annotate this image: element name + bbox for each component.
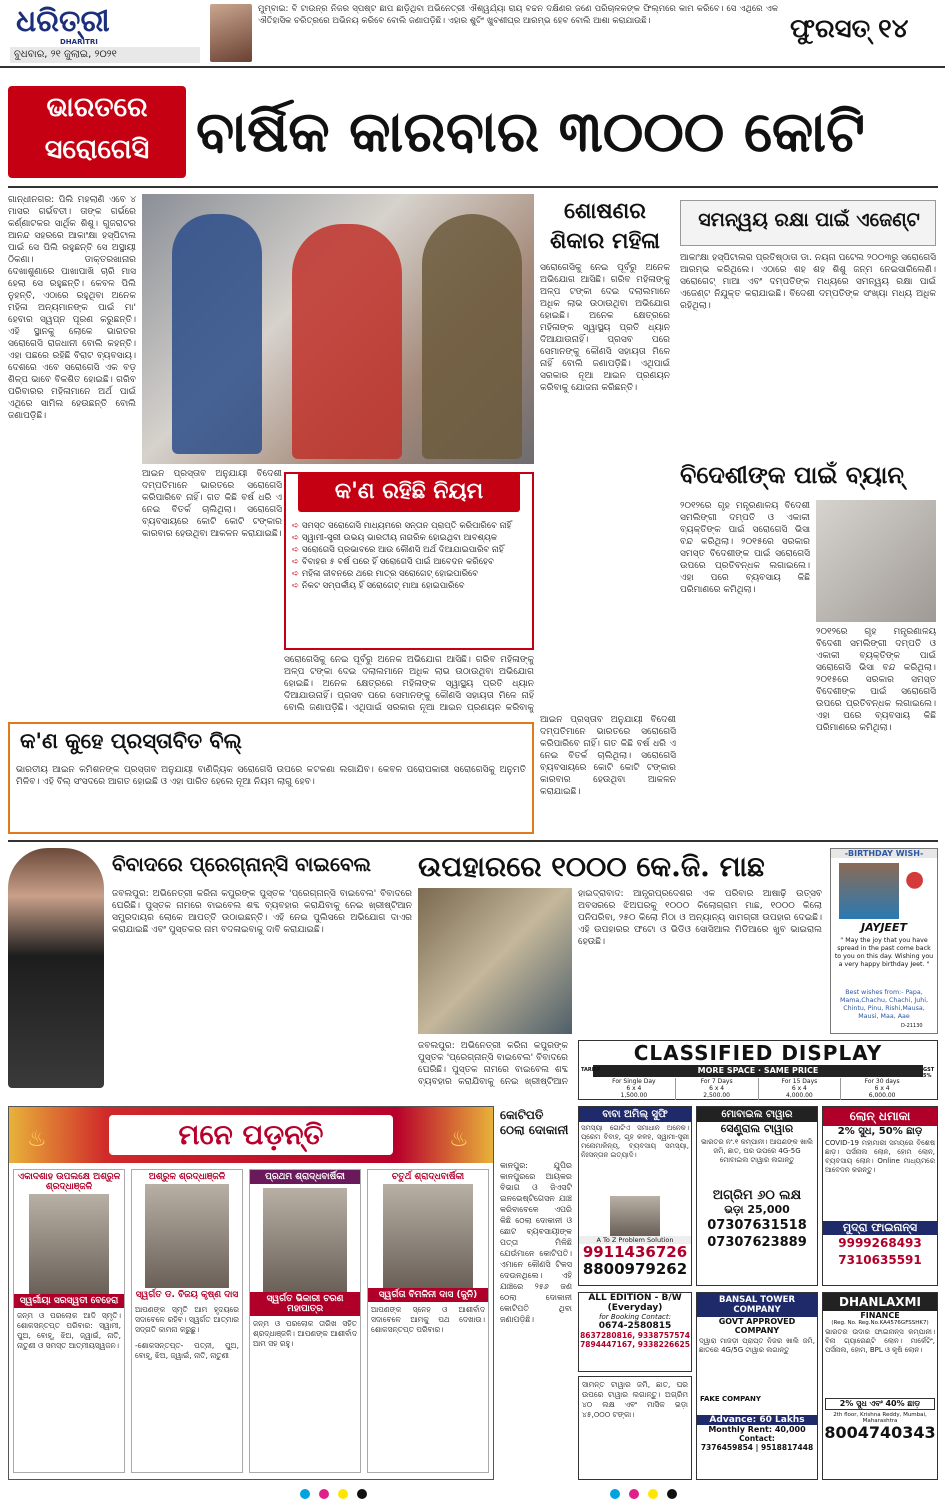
main-headline: ବାର୍ଷିକ କାରବାର ୩୦୦୦ କୋଟି [196, 99, 865, 165]
fish-article-continued: ଜବଲପୁର: ଅଭିନେତ୍ରୀ କରିନା କପୁରଙ୍କ ପୁସ୍ତକ 'ପ୍ରେଗ୍ନାନ୍ସି ବାଇବେଲ' ବିବାଦରେ ଘେରିଛି। ପୁସ୍ତକ ନାମରେ ବାଇବେଲ ଶବ୍ଦ ବ୍ୟବହାର କରାଯିବାକୁ ନେଇ ଖ୍ରୀଷ୍ଟିଆନ [418, 1041, 568, 1087]
tariff-price: 4,000.00 [786, 1092, 813, 1099]
baba-badge: A To Z Problem Solution [579, 1236, 691, 1244]
teaser-text: ମୁମ୍ବାଇ: ବି ଟାଉନ୍‌ର ନିଜର ସ୍ପଷ୍ଟ ଛାପ ଛାଡ଼ିଥିବା ଅଭିନେତ୍ରୀ ଐଶ୍ୱର୍ଯ୍ୟା ରାୟ ବଚ୍ଚନ ଦକ୍ଷିଣର ଜଣେ ପରିଚାଳକଙ୍କ ଫିଲ୍ମରେ କାମ କରିବେ। ସେ ଏଥିରେ ଏକ ଐତିହାସିକ ଚରିତ୍ରରେ ଅଭିନୟ କରିବେ ବୋଲି ଜଣାପଡ଼ିଛି। ଏହାର ଶୁଟିଂ ଖୁବଶୀଘ୍ର ଆରମ୍ଭ ହେବ ବୋଲି ଆଶା କରାଯାଉଛି। [258, 4, 778, 26]
tariff-col [841, 1078, 923, 1100]
obituary-heading: ଚତୁର୍ଥ ଶ୍ରାଦ୍ଧବାର୍ଷିକୀ [391, 1172, 465, 1182]
tariff-col [759, 1078, 842, 1100]
issue-date: ବୁଧବାର, ୨୧ ଜୁଲାଇ, ୨୦୨୧ [10, 47, 200, 63]
bansal-rent: Monthly Rent: 40,000 [708, 1425, 806, 1434]
tariff-col-head: For 30 days [864, 1078, 900, 1085]
agent-article: ଆକାଂକ୍ଷା ହସ୍ପିଟାଲର ପ୍ରତିଷ୍ଠାତା ଡା. ନୟନା ପଟେଲ ୨୦୦୩ରୁ ସରୋଗେସି ଆରମ୍ଭ କରିଥିଲେ। ଏଠାରେ ଶହ ଶହ ଶିଶୁ ଜନ୍ମ ନେଇସାରିଲେଣି। ସରୋଗେଟ୍ ମାଆ ଏବଂ ଦମ୍ପତିଙ୍କ ମଧ୍ୟରେ ସମନ୍ୱୟ ରକ୍ଷା ପାଇଁ ଏଜେଣ୍ଟ ନିଯୁକ୍ତ କରାଯାଇଛି। ବିଦେଶୀ ଦମ୍ପତିଙ୍କ ସଂଖ୍ୟା ମଧ୍ୟ ଅଧିକ ରହିଥିଲା। [680, 253, 936, 311]
tariff-col [676, 1078, 759, 1100]
dhanlaxmi-ad[interactable] [822, 1292, 938, 1480]
baba-phone-2[interactable]: 8800979262 [582, 1260, 688, 1278]
tariff-col [593, 1078, 676, 1100]
mane-banner [9, 1107, 493, 1163]
dhanlaxmi-title: DHANLAXMI [823, 1293, 937, 1311]
agent-headline: ସମନ୍ୱୟ ରକ୍ଷା ପାଇଁ ଏଜେଣ୍ଟ [698, 209, 920, 231]
tariff-col-head: For 7 Days [700, 1078, 733, 1085]
rule-item: ➪ ସମସ୍ତ ସରୋଗେସି ମାଧ୍ୟମରେ ସନ୍ତାନ ପ୍ରାପ୍ତି କରିପାରିବେ ନାହିଁ [292, 521, 512, 531]
obituary-card [249, 1169, 361, 1473]
rule-item: ➪ ସରୋଗେସି ପ୍ରଭାବରେ ଆଉ କୌଣସି ଅର୍ଥ ଦିଆଯାଇପାରିବ ନାହିଁ [292, 545, 504, 555]
dhanlaxmi-rate: 2% ସୁଧ ଏବଂ 40% ଛାଡ଼ [825, 1398, 935, 1410]
tower-advance: ଅଗ୍ରିମ ୬୦ ଲକ୍ଷ [712, 1188, 802, 1203]
classified-display [578, 1040, 938, 1100]
edition-phone-1[interactable]: 0674-2580815 [598, 1321, 672, 1331]
bansal-title: BANSAL TOWER COMPANY [697, 1293, 817, 1317]
birthday-code: D-21130 [901, 1023, 923, 1029]
obituary-card [131, 1169, 243, 1473]
crorepati-article: କାନପୁର: ଯୁପିର କାନପୁରରେ ଆୟକର ବିଭାଗ ଓ ଜିଏସଟି ଇନଭେଷ୍ଟିଗେସନ ଯାଞ୍ଚ କରିବାବେଳେ ଏପରି କିଛି ଠେଲା ଦୋକାନୀ ଓ ଛୋଟ ବ୍ୟବସାୟୀଙ୍କ ପତ୍ତା ମିଳିଛି ଯେଉଁମାନେ କୋଟିପତି। ଏମାନେ କୌଣସି ଟିକସ ଦେଉନଥିଲେ। ଏହି ଯାଞ୍ଚରେ ୨୫୬ ଜଣ ଠେଲା ଦୋକାନୀ କୋଟିପତି ଥିବା ଜଣାପଡ଼ିଛି। [500, 1161, 572, 1324]
birthday-name: JAYJEET [861, 921, 907, 934]
tower-title: ମୋବାଇଲ ଟାୱାର [697, 1107, 817, 1122]
rule-item: ➪ ମହିଳା ଜୀବନରେ ଥରେ ମାତ୍ର ସରୋଗେଟ୍ ହୋଇପାରିବେ [292, 569, 479, 579]
tower-ad[interactable] [696, 1106, 818, 1286]
rule-text: ନିକଟ ସମ୍ପର୍କୀୟ ହିଁ ସରୋଗେଟ୍ ମାଆ ହୋଇପାରିବେ [301, 581, 465, 591]
rules-title: କ'ଣ ରହିଛି ନିୟମ [334, 478, 484, 504]
bansal-advance: Advance: 60 Lakhs [697, 1415, 817, 1425]
tower-rent: ଭଡ଼ା 25,000 [724, 1203, 790, 1216]
rules-box [284, 472, 534, 650]
obituary-heading: ଏକାଦଶାହ ଉପଲକ୍ଷେ ଅଶ୍ରୁଳ ଶ୍ରଦ୍ଧାଞ୍ଜଳି [17, 1172, 121, 1192]
classified-title: CLASSIFIED DISPLAY [633, 1041, 883, 1065]
edition-contact-label: for Booking Contact: [599, 1313, 671, 1321]
obituary-photo [145, 1184, 229, 1288]
headline-rule [8, 186, 938, 188]
tariff-size: 6 x 4 [626, 1085, 642, 1092]
bansal-fake: FAKE COMPANY [700, 1395, 761, 1403]
birthday-photo [839, 863, 899, 919]
dhanlaxmi-text: ଭାରତର ଉଦାର ଫାଇନାନ୍ସ କମ୍ପାନୀ। ବିନା ଗ୍ୟାରେଣ୍ଟି ଲୋନ। ମାର୍କେଟିଂ, ପର୍ସନାଲ, ହୋମ, BPL ଓ କୃଷି ଲୋନ। [825, 1328, 935, 1354]
birthday-message: " May the joy that you have spread in the past come back to you on this day. Wishing you a very happy birthday Jeet. " [834, 937, 934, 968]
tariff-size: 6 x 4 [874, 1085, 890, 1092]
page-number: ୧୪ [878, 14, 909, 44]
bansal-contact: Contact: [739, 1434, 775, 1443]
diya-icon: ♨ [27, 1127, 47, 1152]
kareena-headline: ବିବାଦରେ ପ୍ରେଗ୍ନାନ୍ସି ବାଇବେଲ [112, 852, 372, 876]
loan-company: ମୁଦ୍ରା ଫାଇନାନ୍ସ [823, 1221, 937, 1235]
obituary-text: ଆପଣଙ୍କ ସ୍ମୃତି ଆମ ହୃଦୟରେ ସଦାବେଳେ ରହିବ। ସ୍ୱର୍ଗତ ଆତ୍ମାର ସଦ୍‌ଗତି କାମନା କରୁଛୁ। [135, 1305, 239, 1334]
baba-title: ବାବା ଅମିଲ୍ ସୁଫି [579, 1107, 691, 1122]
mid-article-text: ଆଇନ ପ୍ରସ୍ତାବ ଅନୁଯାୟୀ ବିଦେଶୀ ଦମ୍ପତିମାନେ ଭାରତରେ ସରୋଗେସି କରିପାରିବେ ନାହିଁ। ଗତ କିଛି ବର୍ଷ ଧରି ଏ ନେଇ ବିତର୍କ ଚାଲିଥିଲା। ସରୋଗେସି ବ୍ୟବସାୟରେ କୋଟି କୋଟି ଟଙ୍କାର କାରବାର ହେଉଥିବା ଆକଳନ କରାଯାଇଛି। [540, 715, 676, 797]
side-article-1: ସରୋଗେସିକୁ ନେଇ ପୂର୍ବରୁ ଅନେକ ଅଭିଯୋଗ ଆସିଛି। ଗରିବ ମହିଳାଙ୍କୁ ଅଳ୍ପ ଟଙ୍କା ଦେଇ ଦଲାଲମାନେ ଅଧିକ ଲାଭ ଉଠାଉଥିବା ଅଭିଯୋଗ ହୋଇଛି। ଅନେକ କ୍ଷେତ୍ରରେ ମହିଳାଙ୍କ ସ୍ୱାସ୍ଥ୍ୟ ପ୍ରତି ଧ୍ୟାନ ଦିଆଯାଉନାହିଁ। ପ୍ରସବ ପରେ ସେମାନଙ୍କୁ କୌଣସି ସହାୟତା ମିଳେ ନାହିଁ ବୋଲି ଜଣାପଡ଼ିଛି। ଏଥିପାଇଁ ସରକାର ନୂଆ ଆଇନ ପ୍ରଣୟନ କରିବାକୁ ଯୋଜନା କରିଛନ୍ତି। [540, 263, 670, 393]
rules-list [292, 520, 528, 592]
tariff-price: 6,000.00 [868, 1092, 896, 1099]
logo-sub: DHARITRI [60, 38, 98, 46]
loan-ad[interactable] [822, 1106, 938, 1286]
tower2-ad[interactable]: ସାମନ୍ତ ଟାୱାର ଜମି, ଛାତ, ଘର ଉପରେ ଟାୱାର ଲଗାନ୍ତୁ। ଅଗ୍ରିମ ୪୦ ଲକ୍ଷ ଏବଂ ମାସିକ ଭଡ଼ା ୪୫,୦୦୦ ଟଙ୍କା। [578, 1376, 692, 1480]
obituary-name: ସ୍ୱର୍ଗତ ଡ. ବିଜୟ କୃଷ୍ଣ ଦାସ [135, 1290, 239, 1300]
balloon-icon: ● [905, 867, 925, 892]
mane-title: ମନେ ପଡ଼ନ୍ତି [109, 1115, 393, 1155]
obituary-text: ଜନ୍ମ ଓ ପରଲୋକ ତାରିଖ ସହିତ ଶ୍ରଦ୍ଧାଞ୍ଜଳି। ଆପଣଙ୍କ ଆଶୀର୍ବାଦ ଆମ ସହ ରହୁ। [253, 1319, 357, 1348]
foreign-ban-article: ୨୦୧୨ରେ ଗୃହ ମନ୍ତ୍ରଣାଳୟ ବିଦେଶୀ ସମଲିଙ୍ଗୀ ଦମ୍ପତି ଓ ଏକାକୀ ବ୍ୟକ୍ତିଙ୍କ ପାଇଁ ସରୋଗେସି ଭିସା ବନ୍ଦ କରିଥିଲା। ୨୦୧୫ରେ ସରକାର ସମସ୍ତ ବିଦେଶୀଙ୍କ ପାଇଁ ସରୋଗେସି ଉପରେ ପ୍ରତିବନ୍ଧକ ଲଗାଇଲେ। ଏହା ପରେ ବ୍ୟବସାୟ କିଛି ପରିମାଣରେ କମିଥିଲା। [680, 501, 810, 595]
baba-text: ସମସ୍ୟା ଗୋଟିଏ ସମାଧାନ ଅନେକ। ପ୍ରେମ ବିବାହ, ଗୃହ କଳହ, ସ୍ୱାମୀ-ସ୍ତ୍ରୀ ମନୋମାଳିନ୍ୟ, ବ୍ୟବସାୟ ସମସ୍ୟା, ନିଃସନ୍ତାନ ଇତ୍ୟାଦି। [581, 1124, 689, 1159]
rule-text: ସ୍ୱାମୀ-ସ୍ତ୍ରୀ ଉଭୟ ଭାରତୀୟ ନାଗରିକ ହୋଇଥିବା ଆବଶ୍ୟକ [301, 533, 498, 543]
kareena-photo [8, 848, 104, 1088]
fish-headline: ଉପହାରରେ ୧୦୦୦ କେ.ଜି. ମାଛ [418, 850, 765, 883]
rule-item: ➪ ସ୍ୱାମୀ-ସ୍ତ୍ରୀ ଉଭୟ ଭାରତୀୟ ନାଗରିକ ହୋଇଥିବା ଆବଶ୍ୟକ [292, 533, 498, 543]
loan-title: ଲୋନ୍ ଧମାକା [823, 1107, 937, 1126]
obituary-photo [383, 1184, 473, 1288]
section-divider [8, 840, 938, 842]
pregnant-women-photo [142, 194, 534, 464]
obituary-text: ଜନ୍ମ ଓ ପରଲୋକ ଆଦି ସ୍ମୃତି। ଶୋକସନ୍ତପ୍ତ ପରିବାର: ସ୍ୱାମୀ, ପୁଅ, ବୋହୂ, ଝିଅ, ଜ୍ୱାଇଁ, ନାତି, ନାତୁଣୀ ଓ ସମସ୍ତ ଆତ୍ମୀୟସ୍ୱଜନ। [17, 1311, 121, 1350]
tower-phone-1[interactable]: 07307631518 [707, 1218, 807, 1233]
obituary-photo [29, 1194, 109, 1294]
tower-text: ଭାରତର ନଂ.୧ କମ୍ପାନୀ। ଆପଣଙ୍କ ଖାଲି ଜମି, ଛାତ, ଘର ଉପରେ 4G-5G ମୋବାଇଲ ଟାୱାର ଲଗାନ୍ତୁ [700, 1138, 814, 1164]
tariff-label: TARIFF [581, 1067, 601, 1073]
obituary-heading: ଅଶ୍ରୁଳ ଶ୍ରଦ୍ଧାଞ୍ଜଳି [148, 1172, 226, 1182]
dhanlaxmi-sub: FINANCE [860, 1311, 900, 1320]
dhanlaxmi-reg: (Reg. No. Reg.No.KA4576GFSSHK7) [831, 1320, 929, 1326]
rule-text: ବିବାହର ୫ ବର୍ଷ ପରେ ହିଁ ସରୋଗେସି ପାଇଁ ଆବେଦନ କରିହେବ [301, 557, 494, 567]
birthday-wishes: Best wishes from:- Papa, Mama,Chachu, Chachi, Juhi, Chintu, Pinu, Rishi,Mausa, Mausi, Maa, Aae [839, 989, 929, 1020]
rule-text: ସରୋଗେସି ପ୍ରଭାବରେ ଆଉ କୌଣସି ଅର୍ଥ ଦିଆଯାଇପାରିବ ନାହିଁ [301, 545, 504, 555]
dhanlaxmi-address: 2th floor, Krishna Reddy, Mumbai, Maharashtra [833, 1412, 927, 1424]
baba-phone-1[interactable]: 9911436726 [582, 1243, 688, 1261]
article-text-middle: ସରୋଗେସିକୁ ନେଇ ପୂର୍ବରୁ ଅନେକ ଅଭିଯୋଗ ଆସିଛି। ଗରିବ ମହିଳାଙ୍କୁ ଅଳ୍ପ ଟଙ୍କା ଦେଇ ଦଲାଲମାନେ ଅଧିକ ଲାଭ ଉଠାଉଥିବା ଅଭିଯୋଗ ହୋଇଛି। ଅନେକ କ୍ଷେତ୍ରରେ ମହିଳାଙ୍କ ସ୍ୱାସ୍ଥ୍ୟ ପ୍ରତି ଧ୍ୟାନ ଦିଆଯାଉନାହିଁ। ପ୍ରସବ ପରେ ସେମାନଙ୍କୁ କୌଣସି ସହାୟତା ମିଳେ ନାହିଁ ବୋଲି ଜଣାପଡ଼ିଛି। ଏଥିପାଇଁ ସରକାର ନୂଆ ଆଇନ ପ୍ରଣୟନ କରିବାକୁ [284, 655, 534, 713]
bill-headline: କ'ଣ କୁହେ ପ୍ରସ୍ତାବିତ ବିଲ୍ [20, 728, 242, 753]
edition-phone-3[interactable]: 7894447167, 9338226625 [580, 1340, 690, 1349]
loan-phone-2[interactable]: 7310635591 [838, 1253, 922, 1267]
obituary-name: ସ୍ୱର୍ଗତ ଭିକାରୀ ଚରଣ ମହାପାତ୍ର [250, 1292, 360, 1316]
agent-head-box [680, 200, 936, 246]
rule-text: ମହିଳା ଜୀବନରେ ଥରେ ମାତ୍ର ସରୋଗେଟ୍ ହୋଇପାରିବେ [301, 569, 479, 579]
foreign-ban-continued: ୨୦୧୨ରେ ଗୃହ ମନ୍ତ୍ରଣାଳୟ ବିଦେଶୀ ସମଲିଙ୍ଗୀ ଦମ୍ପତି ଓ ଏକାକୀ ବ୍ୟକ୍ତିଙ୍କ ପାଇଁ ସରୋଗେସି ଭିସା ବନ୍ଦ କରିଥିଲା। ୨୦୧୫ରେ ସରକାର ସମସ୍ତ ବିଦେଶୀଙ୍କ ପାଇଁ ସରୋଗେସି ଉପରେ ପ୍ରତିବନ୍ଧକ ଲଗାଇଲେ। ଏହା ପରେ ବ୍ୟବସାୟ କିଛି ପରିମାଣରେ କମିଥିଲା। [816, 627, 936, 733]
edition-title: ALL EDITION - B/W (Everyday) [588, 1293, 682, 1313]
baba-photo [610, 1196, 660, 1236]
obituary-text: ଆପଣଙ୍କ ସ୍ନେହ ଓ ଆଶୀର୍ବାଦ ସଦାବେଳେ ଆମକୁ ପଥ ଦେଖାଉ। ଶୋକସନ୍ତପ୍ତ ପରିବାର। [371, 1305, 485, 1334]
tariff-size: 6 x 4 [791, 1085, 807, 1092]
figure-shape [172, 214, 262, 454]
fish-article: ହାଇଦ୍ରାବାଦ: ଆନ୍ଧ୍ରପ୍ରଦେଶର ଏକ ପରିବାର ଆଷାଢ଼ି ଉତ୍ସବ ଅବସରରେ ଝିଅଘରକୁ ୧୦୦୦ କିଲୋଗ୍ରାମ ମାଛ, ୧୦୦୦ କିଲୋ ପନିପରିବା, ୨୫୦ କିଲୋ ମିଠା ଓ ଅନ୍ୟାନ୍ୟ ସାମଗ୍ରୀ ଉପହାର ଦେଇଛି। ଏହି ଉପହାରର ଫଟୋ ଓ ଭିଡିଓ ସୋସିଆଲ ମିଡିଆରେ ଖୁବ ଭାଇରାଲ ହେଉଛି। [578, 889, 822, 947]
obituary-card [13, 1169, 125, 1473]
tariff-table [593, 1078, 923, 1100]
bansal-text: ଦ୍ୱାରା ମାଜଡ଼ୀ ପ୍ରାପ୍ତ ନିଜର ଖାଲି ଜମି, ଛାତରେ 4G/5G ଟାୱାର ଲଗାନ୍ତୁ [699, 1337, 815, 1354]
bansal-ad[interactable] [696, 1292, 818, 1480]
foreign-ban-headline: ବିଦେଶୀଙ୍କ ପାଇଁ ବ୍ୟାନ୍ [680, 460, 904, 489]
figure-shape [292, 224, 402, 459]
figure-shape [422, 214, 522, 459]
tariff-size: 6 x 4 [709, 1085, 725, 1092]
obituary-heading: ପ୍ରଥମ ଶ୍ରାଦ୍ଧବାର୍ଷିକୀ [250, 1170, 360, 1184]
birthday-header: -BIRTHDAY WISH- [831, 849, 937, 858]
obituary-card [367, 1169, 489, 1473]
masthead [0, 0, 945, 68]
section-name [790, 14, 908, 45]
dhanlaxmi-phone[interactable]: 8004740343 [824, 1423, 936, 1442]
bill-text: ଭାରତୀୟ ଆଇନ କମିଶନଙ୍କ ପ୍ରସ୍ତାବ ଅନୁଯାୟୀ ବାଣିଜ୍ୟିକ ସରୋଗେସି ଉପରେ କଟକଣା ଲଗାଯିବ। କେବଳ ପରୋପକାରୀ ସରୋଗେସିକୁ ଅନୁମତି ମିଳିବ। ଏହି ବିଲ୍ ସଂସଦରେ ଆଗତ ହୋଇଛି ଓ ଏହା ପାରିତ ହେଲେ ନୂଆ ନିୟମ ଲାଗୁ ହେବ। [16, 765, 526, 787]
baba-ad[interactable] [578, 1106, 692, 1286]
kicker-line1: ଭାରତରେ [46, 92, 148, 123]
registration-marks [300, 1484, 371, 1503]
kicker-line2: ସରୋଗେସି [44, 134, 150, 165]
pregnancy-photo [816, 500, 936, 622]
loan-rate: 2% ସୁଧ, 50% ଛାଡ଼ [837, 1126, 923, 1137]
crorepati-headline: କୋଟିପତି ଠେଲା ଦୋକାନୀ [500, 1108, 569, 1137]
lead-article-lower: ଆଇନ ପ୍ରସ୍ତାବ ଅନୁଯାୟୀ ବିଦେଶୀ ଦମ୍ପତିମାନେ ଭାରତରେ ସରୋଗେସି କରିପାରିବେ ନାହିଁ। ଗତ କିଛି ବର୍ଷ ଧରି ଏ ନେଇ ବିତର୍କ ଚାଲିଥିଲା। ସରୋଗେସି ବ୍ୟବସାୟରେ କୋଟି କୋଟି ଟଙ୍କାର କାରବାର ହେଉଥିବା ଆକଳନ କରାଯାଇଛି। [142, 469, 282, 539]
rule-item: ➪ ନିକଟ ସମ୍ପର୍କୀୟ ହିଁ ସରୋଗେଟ୍ ମାଆ ହୋଇପାରିବେ [292, 581, 465, 591]
obituary-name: ସ୍ୱର୍ଗୀୟା ସରସ୍ୱତୀ ବେହେରା [14, 1294, 124, 1308]
tariff-col-head: For Single Day [612, 1078, 656, 1085]
edition-phone-2[interactable]: 8637280816, 9338757574 [580, 1331, 690, 1340]
diya-icon: ♨ [449, 1127, 469, 1152]
obituary-name: ସ୍ୱର୍ଗତା ବିମଳିନୀ ଦାସ (ଜୁନି) [368, 1288, 488, 1302]
loan-text: COVID-19 ମହାମାରୀ ସମୟରେ ବିଶେଷ ଛାଡ଼। ପର୍ସନାଲ ଲୋନ, ହୋମ ଲୋନ, ବ୍ୟବସାୟ ଲୋନ। Online ମାଧ୍ୟମରେ ଆବେଦନ କରନ୍ତୁ। [825, 1139, 935, 1174]
bansal-sub: GOVT APPROVED COMPANY [718, 1317, 796, 1335]
lead-article-text: ଗାନ୍ଧୀନଗର: ପିଲି ମହଲାଣି ଏବେ ୪ ମାସର ଗର୍ଭବତୀ। ତାଙ୍କ ଗର୍ଭରେ କର୍ଣ୍ଣାଟକର ସାର୍ଥିକ ଶିଶୁ। ଗୁଜରାଟର ଆନନ୍ଦ ସହରରେ ଆକାଂକ୍ଷା ହସ୍ପିଟାଲ ପାଇଁ ସେ ପିଲି ରହୁଛନ୍ତି ସେ ଅସ୍ଥାୟୀ ଠିକଣା। ଡାକ୍ତରଖାନାର ଦେଖାଶୁଣାରେ ପାଖାପାଖି ଚାରି ମାସ ହେଲା ସେ ରହୁଛନ୍ତି। କେବଳ ପିଲି ନୁହନ୍ତି, ଏଠାରେ ରହୁଥିବା ଅନେକ ମହିଳା ଅନ୍ୟମାନଙ୍କ ପାଇଁ ମା' ହେବାର ସ୍ୱପ୍ନ ପୂରଣ କରୁଛନ୍ତି। ଏହି ସ୍ଥାନକୁ ଲୋକେ ଭାରତର ସରୋଗେସି ରାଜଧାନୀ ବୋଲି କହନ୍ତି। ଏହା ପଛରେ ରହିଛି ବିରାଟ ବ୍ୟବସାୟ। ଦେଶରେ ଏବେ ସରୋଗେସି ଏକ ବଡ଼ ଶିଳ୍ପ ଭାବେ ବିକଶିତ ହୋଇଛି। ଗରିବ ପରିବାରର ମହିଳାମାନେ ଅର୍ଥ ପାଇଁ ଏଥିରେ ସାମିଲ ହେଉଛନ୍ତି ବୋଲି ଜଣାପଡ଼ିଛି। [8, 195, 136, 421]
rule-item: ➪ ବିବାହର ୫ ବର୍ଷ ପରେ ହିଁ ସରୋଗେସି ପାଇଁ ଆବେଦନ କରିହେବ [292, 557, 494, 567]
kicker-box [8, 86, 186, 178]
side-head-1b: ଶିକାର ମହିଳା [550, 228, 660, 254]
section-label: ଫୁରସତ୍ [790, 14, 871, 44]
loan-phone-1[interactable]: 9999268493 [838, 1236, 922, 1250]
gst-label: GST 5% [923, 1067, 935, 1079]
side-head-1a: ଶୋଷଣର [564, 198, 646, 224]
edition-ad[interactable] [578, 1292, 692, 1372]
mane-padanti-section [8, 1106, 494, 1480]
obituary-photo [263, 1188, 347, 1292]
tower-sub: ସେଣ୍ଟ୍ରାଲ ଟାୱାର [720, 1122, 794, 1135]
bansal-phone[interactable]: 7376459854 | 9518817448 [700, 1443, 814, 1452]
classified-strip: MORE SPACE · SAME PRICE [593, 1065, 923, 1077]
rule-text: ସମସ୍ତ ସରୋଗେସି ମାଧ୍ୟମରେ ସନ୍ତାନ ପ୍ରାପ୍ତି କରିପାରିବେ ନାହିଁ [301, 521, 512, 531]
registration-marks [610, 1484, 681, 1503]
birthday-ad [830, 848, 938, 1034]
obituary-footer: -ଶୋକସନ୍ତପ୍ତ- ପତ୍ନୀ, ପୁଅ, ବୋହୂ, ଝିଅ, ଜ୍ୱାଇଁ, ନାତି, ନାତୁଣୀ [135, 1341, 239, 1360]
tower-phone-2[interactable]: 07307623889 [707, 1235, 807, 1250]
tariff-price: 2,500.00 [703, 1092, 730, 1099]
logo[interactable]: ଧରିତ୍ରୀ [16, 4, 110, 39]
bill-box [8, 722, 534, 834]
fish-photos [418, 888, 572, 1034]
teaser-photo [210, 4, 252, 62]
tariff-col-head: For 15 Days [781, 1078, 818, 1085]
tariff-price: 1,500.00 [620, 1092, 648, 1099]
kareena-article: ଜବଲପୁର: ଅଭିନେତ୍ରୀ କରିନା କପୁରଙ୍କ ପୁସ୍ତକ 'ପ୍ରେଗ୍ନାନ୍ସି ବାଇବେଲ' ବିବାଦରେ ଘେରିଛି। ପୁସ୍ତକ ନାମରେ ବାଇବେଲ ଶବ୍ଦ ବ୍ୟବହାର କରାଯିବାକୁ ନେଇ ଖ୍ରୀଷ୍ଟିଆନ ସମ୍ପ୍ରଦାୟର ଲୋକେ ଆପତ୍ତି ଉଠାଇଛନ୍ତି। ଏହି ନେଇ ପୁଲିସରେ ଅଭିଯୋଗ ଦାଏର କରାଯାଇଛି ଏବଂ ପୁସ୍ତକର ନାମ ବଦଳାଇବାକୁ ଦାବି କରାଯାଇଛି। [112, 889, 412, 935]
